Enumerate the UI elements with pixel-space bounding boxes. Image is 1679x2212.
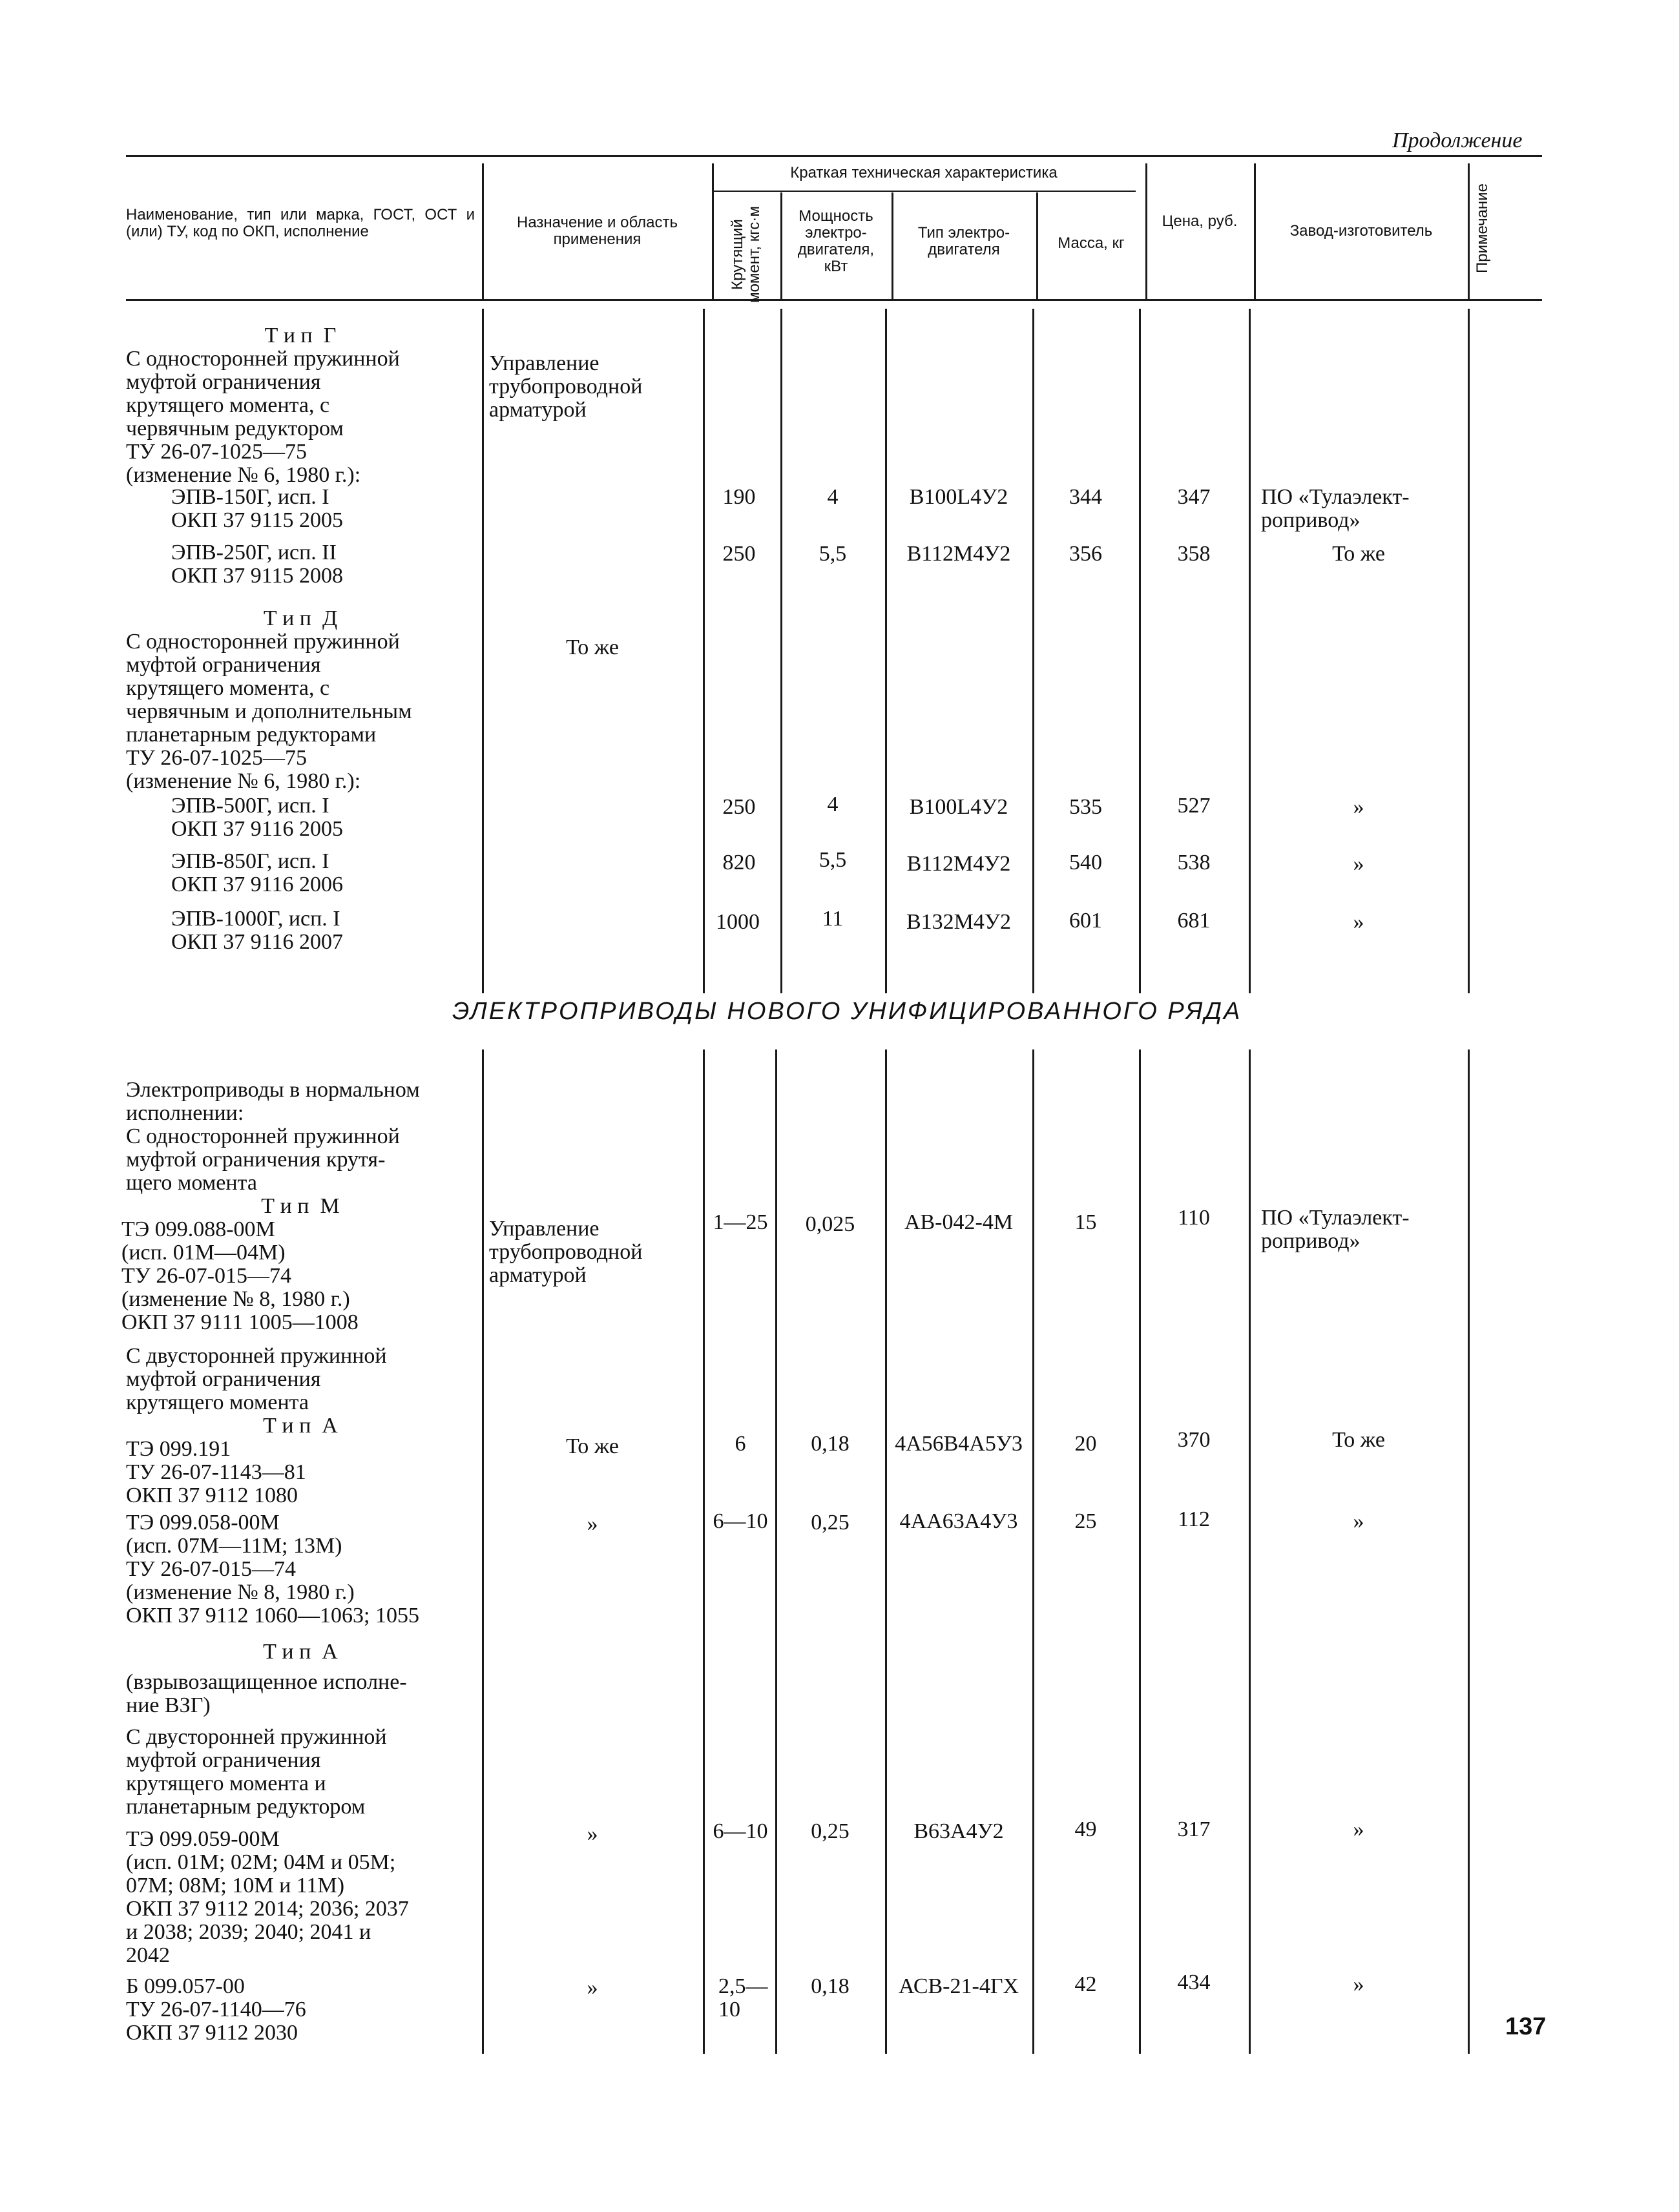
type-m-spec: ТЭ 099.088-00М (исп. 01М—04М) ТУ 26-07-015—74 (изменение № 8, 1980 г.) ОКП 37 9111 1005—1008 [121,1217,359,1334]
type-a2-torque: 6—10 [713,1509,768,1533]
header-price: Цена, руб. [1162,212,1238,230]
row-epv150-mass: 344 [1069,485,1102,509]
header-motor: Тип электро-двигателя [917,224,1010,258]
hdr-vline [892,192,893,299]
row-epv250-torque: 250 [722,542,756,566]
continuation-label: Продолжение [1392,129,1523,152]
row-epv150-motor: В100L4У2 [909,485,1008,509]
row-epv150-price: 347 [1177,485,1211,509]
type-d-heading: Т и п Д [263,606,338,630]
type-a2-spec: ТЭ 099.058-00М (исп. 07М—11М; 13М) ТУ 26-07-015—74 (изменение № 8, 1980 г.) ОКП 37 9112 1060—1063; 1055 [126,1511,419,1628]
header-torque: Крутящий момент, кгс·м [729,206,763,303]
section-title: ЭЛЕКТРОПРИВОДЫ НОВОГО УНИФИЦИРОВАННОГО РЯДА [452,998,1242,1025]
row-epv500-torque: 250 [722,795,756,819]
b1-vline [1139,309,1141,993]
row-epv1000-torque: 1000 [716,910,760,934]
type-a3-torque: 6—10 [713,1819,768,1843]
b2-vline [1032,1049,1034,2054]
row-epv850-mass: 540 [1069,851,1102,874]
row-epv850-factory: » [1353,852,1364,876]
hdr-vline [780,192,782,299]
row-epv150-torque: 190 [722,485,756,509]
type-m-factory: ПО «Тулаэлект- ропривод» [1261,1206,1410,1253]
header-bottom-rule [126,299,1542,301]
type-a1-factory: То же [1332,1428,1385,1452]
b1-vline [885,309,887,993]
b2-vline [703,1049,705,2054]
b1-vline [1032,309,1034,993]
b2-vline [1468,1049,1470,2054]
type-d-description: С односторонней пружинной муфтой ограничения крутящего момента, с червячным и дополнительным планетарным редукторами ТУ 26-07-1025—75 (изменение № 6, 1980 г.): [126,630,412,793]
hdr-vline [1036,192,1038,299]
row-epv850-price: 538 [1177,851,1211,874]
type-a2-factory: » [1353,1509,1364,1533]
brief-underline [712,191,1136,192]
type-a4-power: 0,18 [811,1974,850,1998]
row-epv1000-power: 11 [822,907,844,931]
header-note: Примечание [1474,183,1491,273]
row-epv250-name: ЭПВ-250Г, исп. II ОКП 37 9115 2008 [171,541,344,588]
hdr-vline [1468,163,1470,299]
type-a-explosion-note: (взрывозащищенное исполне- ние ВЗГ) [126,1670,407,1717]
type-a4-price: 434 [1177,1970,1211,1994]
row-epv850-motor: В112М4У2 [906,852,1011,876]
row-epv150-factory: ПО «Тулаэлект- ропривод» [1261,485,1410,532]
row-epv150-power: 4 [827,485,839,509]
type-a4-purpose: » [587,1976,598,2000]
type-a4-spec: Б 099.057-00 ТУ 26-07-1140—76 ОКП 37 9112 2030 [126,1974,306,2045]
type-a2-power: 0,25 [811,1511,850,1535]
row-epv250-motor: В112М4У2 [906,542,1011,566]
b1-vline [1249,309,1251,993]
b1-vline [1468,309,1470,993]
type-a1-purpose: То же [566,1434,619,1458]
header-factory: Завод-изготовитель [1289,222,1433,240]
type-a1-mass: 20 [1074,1432,1097,1456]
hdr-vline [482,163,484,299]
type-m-power: 0,025 [805,1212,855,1236]
row-epv1000-motor: В132М4У2 [906,910,1011,934]
row-epv500-power: 4 [827,792,839,816]
row-epv250-mass: 356 [1069,542,1102,566]
type-m-purpose: Управление трубопроводной арматурой [489,1217,643,1287]
row-epv500-mass: 535 [1069,795,1102,819]
type-a3-mass: 49 [1074,1817,1097,1841]
type-a4-mass: 42 [1074,1972,1097,1996]
type-a1-torque: 6 [735,1432,746,1456]
type-m-motor: АВ-042-4М [904,1210,1014,1234]
type-a3-description: С двусторонней пружинной муфтой ограничения крутящего момента и планетарным редуктором [126,1725,387,1819]
type-a2-purpose: » [587,1512,598,1536]
row-epv1000-price: 681 [1177,909,1211,933]
b2-vline [1249,1049,1251,2054]
header-power: Мощность электро-двигателя, кВт [797,207,875,275]
type-m-heading: Т и п М [261,1194,340,1218]
type-a1-spec: ТЭ 099.191 ТУ 26-07-1143—81 ОКП 37 9112 1080 [126,1437,306,1507]
b2-vline [775,1049,777,2054]
header-purpose: Назначение и область применения [517,214,678,248]
row-epv850-torque: 820 [722,851,756,874]
type-m-mass: 15 [1074,1210,1097,1234]
type-a3-purpose: » [587,1822,598,1846]
type-a1-price: 370 [1177,1428,1211,1452]
type-a4-motor: АСВ-21-4ГХ [898,1974,1019,1998]
hdr-vline [1145,163,1147,299]
hdr-vline [712,163,714,299]
header-brief: Краткая техническая характеристика [790,164,1058,181]
type-g-heading: Т и п Г [264,324,337,347]
row-epv850-name: ЭПВ-850Г, исп. I ОКП 37 9116 2006 [171,849,344,896]
b2-vline [885,1049,887,2054]
type-a3-power: 0,25 [811,1819,850,1843]
row-epv150-name: ЭПВ-150Г, исп. I ОКП 37 9115 2005 [171,485,344,532]
row-epv250-power: 5,5 [819,542,847,566]
type-a4-torque: 2,5— 10 [718,1974,768,2021]
type-g-description: С односторонней пружинной муфтой ограничения крутящего момента, с червячным редуктором ТУ 26-07-1025—75 (изменение № 6, 1980 г.): [126,347,400,487]
type-a4-factory: » [1353,1972,1364,1996]
row-epv1000-mass: 601 [1069,909,1102,933]
row-epv500-price: 527 [1177,794,1211,818]
type-a3-factory: » [1353,1817,1364,1841]
row-epv500-motor: В100L4У2 [909,795,1008,819]
purpose-control: Управление трубопроводной арматурой [489,351,643,422]
header-top-rule [126,155,1542,157]
normal-design-description: Электроприводы в нормальном исполнении: С односторонней пружинной муфтой ограничения крутя- щего момента [126,1078,420,1195]
type-a2-motor: 4АА63А4У3 [899,1509,1018,1533]
type-a2-price: 112 [1178,1507,1210,1531]
type-a-heading: Т и п А [263,1414,338,1438]
row-epv250-factory: То же [1332,542,1385,566]
row-epv250-price: 358 [1177,542,1211,566]
row-epv1000-factory: » [1353,910,1364,934]
b1-vline [482,309,484,993]
type-a3-spec: ТЭ 099.059-00М (исп. 01М; 02М; 04М и 05М; 07М; 08М; 10М и 11М) ОКП 37 9112 2014; 2036; 2037 и 2038; 2039; 2040; 2041 и 2042 [126,1827,409,1967]
header-name: Наименование, тип или марка, ГОСТ, ОСТ и (или) ТУ, код по ОКП, исполнение [126,206,475,240]
type-m-torque: 1—25 [713,1210,768,1234]
type-a-description: С двусторонней пружинной муфтой ограничения крутящего момента [126,1344,387,1414]
type-a-explosion-heading: Т и п А [263,1640,338,1664]
hdr-vline [1254,163,1256,299]
header-mass: Масса, кг [1058,234,1125,252]
row-epv500-name: ЭПВ-500Г, исп. I ОКП 37 9116 2005 [171,794,344,841]
type-a1-power: 0,18 [811,1432,850,1456]
type-a3-motor: В63А4У2 [913,1819,1004,1843]
type-m-price: 110 [1178,1206,1210,1230]
purpose-same: То же [566,636,619,659]
b1-vline [780,309,782,993]
b1-vline [703,309,705,993]
type-a2-mass: 25 [1074,1509,1097,1533]
row-epv1000-name: ЭПВ-1000Г, исп. I ОКП 37 9116 2007 [171,907,344,954]
row-epv850-power: 5,5 [819,848,847,872]
type-a1-motor: 4А56В4А5У3 [895,1432,1023,1456]
row-epv500-factory: » [1353,795,1364,819]
type-a3-price: 317 [1177,1817,1211,1841]
b2-vline [482,1049,484,2054]
b2-vline [1139,1049,1141,2054]
page-number: 137 [1505,2013,1547,2040]
